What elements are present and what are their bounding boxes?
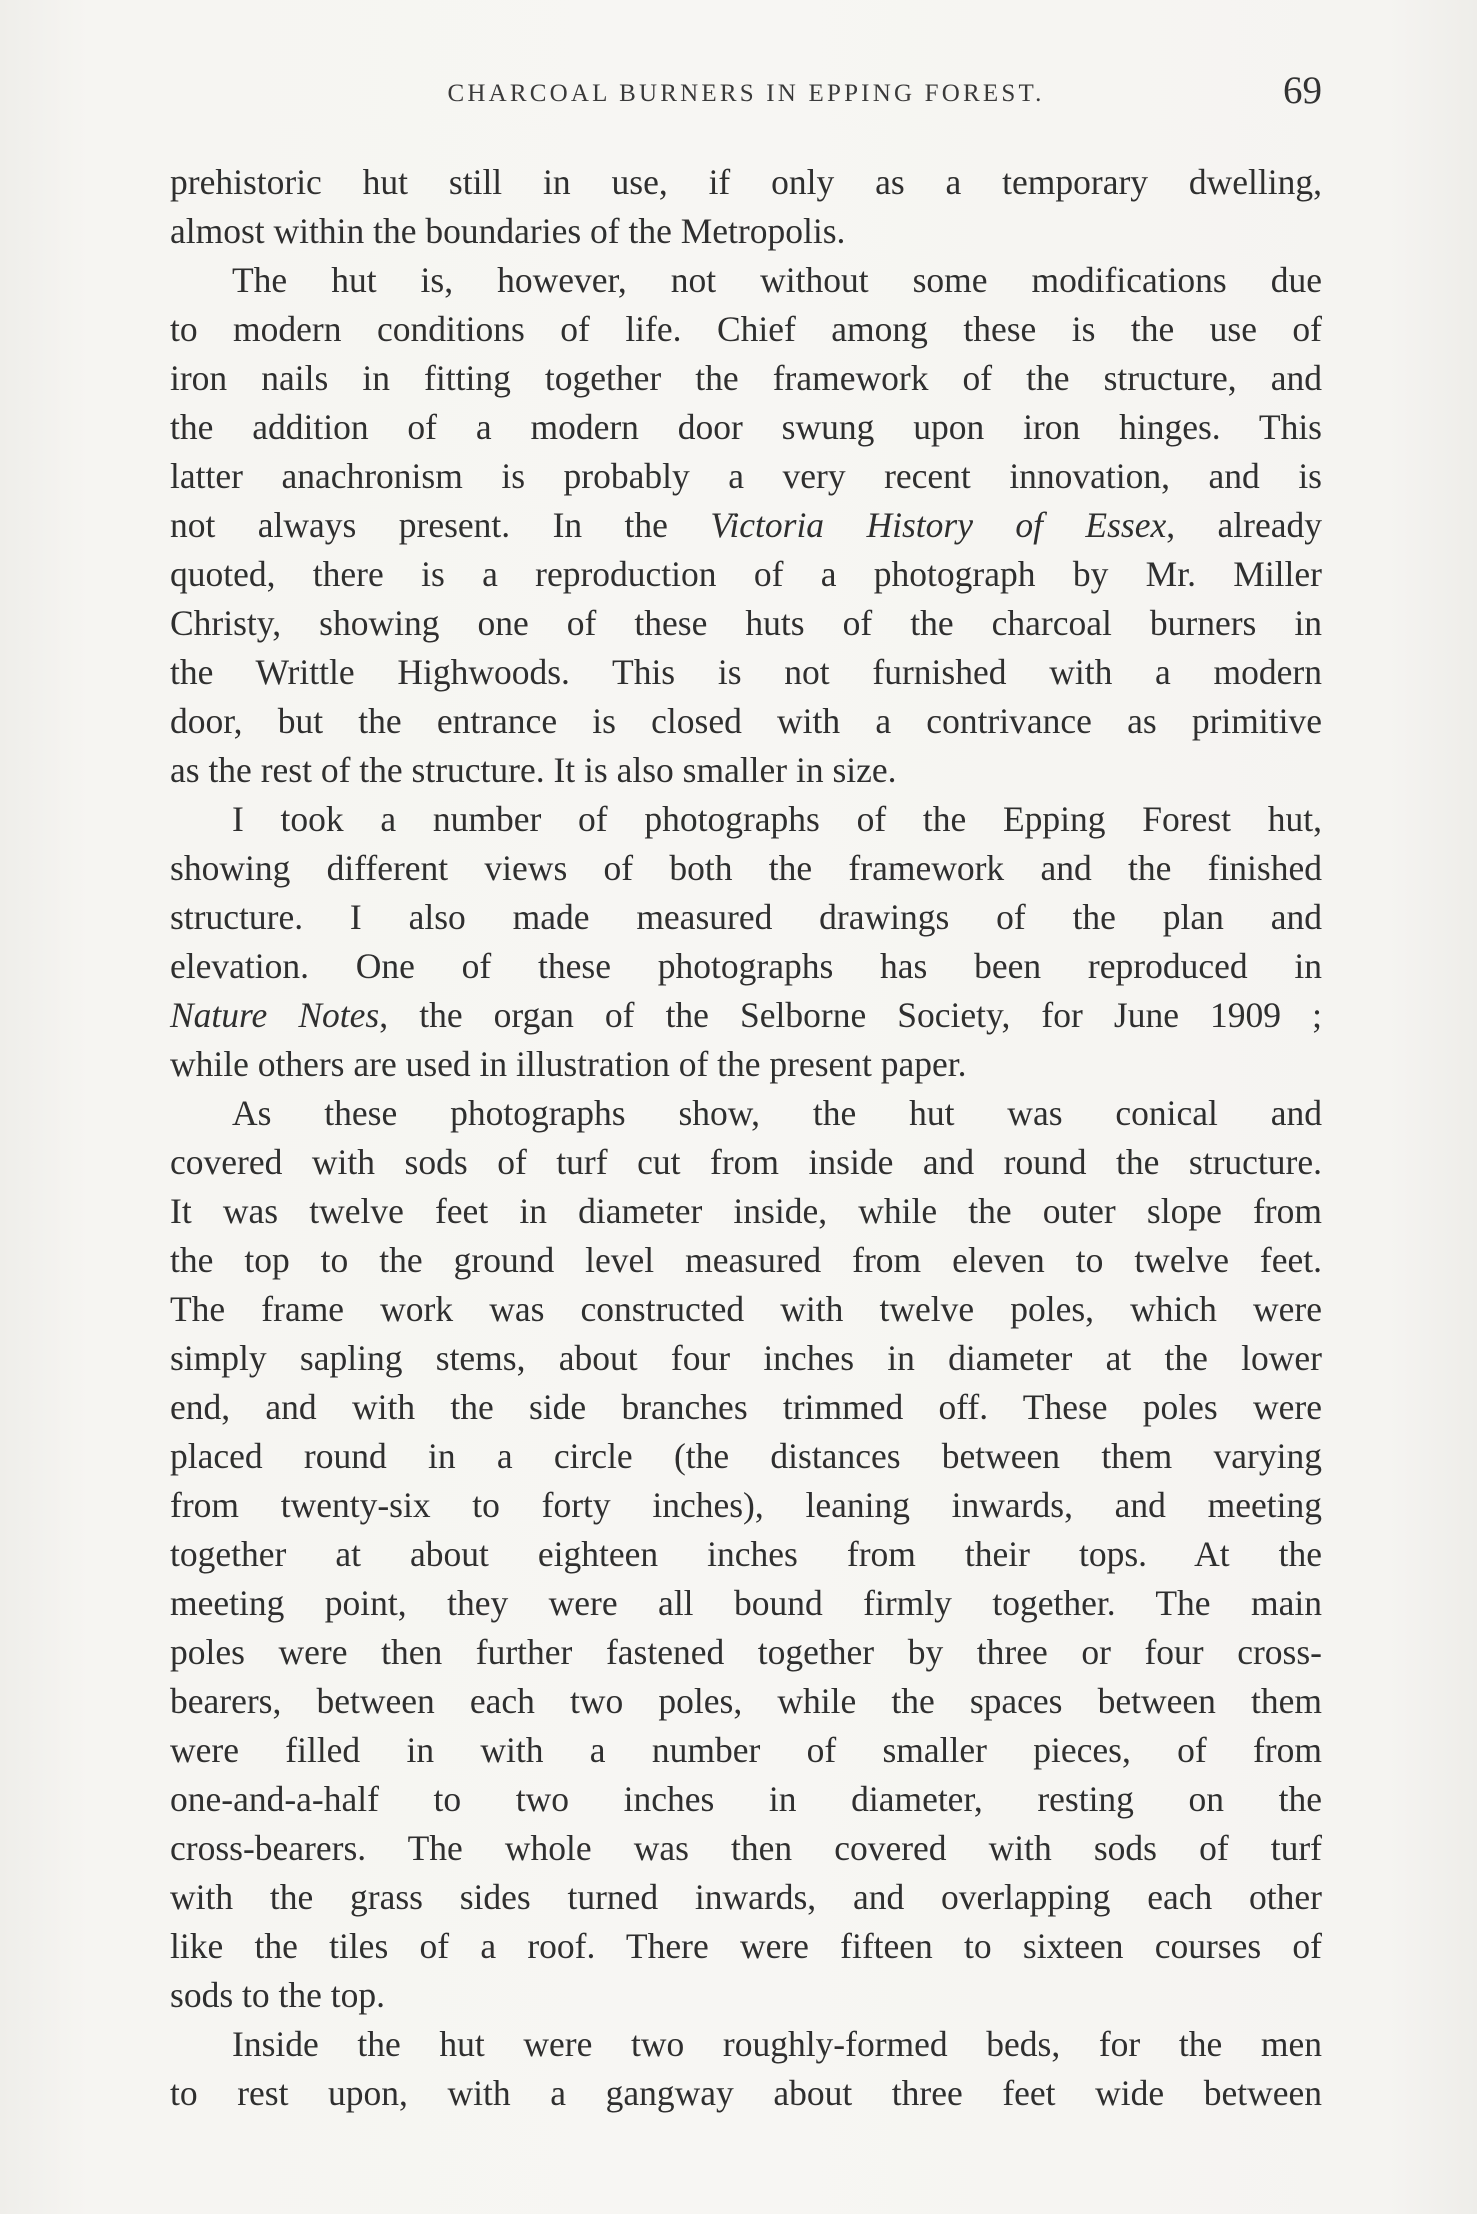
text-line: door, but the entrance is closed with a contrivance as primitive: [170, 701, 1322, 741]
body-text: [170, 158, 1322, 2118]
running-head: CHARCOAL BURNERS IN EPPING FOREST.: [447, 80, 1045, 107]
text-line: cross-bearers. The whole was then covered with sods of turf: [170, 1828, 1322, 1868]
text-line: elevation. One of these photographs has been reproduced in: [170, 946, 1322, 986]
text-line: the top to the ground level measured from eleven to twelve feet.: [170, 1240, 1322, 1280]
text-line: sods to the top.: [170, 1975, 385, 2015]
text-line: The frame work was constructed with twelve poles, which were: [170, 1289, 1322, 1329]
text-line: structure. I also made measured drawings of the plan and: [170, 897, 1322, 937]
page-header: [170, 68, 1322, 124]
italic-title: Victoria History of Essex: [710, 505, 1167, 545]
text-line: from twenty-six to forty inches), leaning inwards, and meeting: [170, 1485, 1322, 1525]
text-line: Christy, showing one of these huts of the charcoal burners in: [170, 603, 1322, 643]
text-fragment: , already: [1166, 505, 1322, 545]
text-line: like the tiles of a roof. There were fifteen to sixteen courses of: [170, 1926, 1322, 1966]
text-line: [170, 501, 1322, 550]
text-fragment: not always present. In the: [170, 505, 711, 545]
text-line: covered with sods of turf cut from inside and round the structure.: [170, 1142, 1322, 1182]
text-line: end, and with the side branches trimmed off. These poles were: [170, 1387, 1322, 1427]
text-line: [170, 991, 1322, 1040]
text-line: prehistoric hut still in use, if only as a temporary dwelling,: [170, 162, 1322, 202]
page-number: 69: [1283, 69, 1322, 112]
text-line: I took a number of photographs of the Epping Forest hut,: [232, 799, 1322, 839]
text-line: showing different views of both the framework and the finished: [170, 848, 1322, 888]
text-line: meeting point, they were all bound firmly together. The main: [170, 1583, 1322, 1623]
text-line: one-and-a-half to two inches in diameter, resting on the: [170, 1779, 1322, 1819]
text-line: while others are used in illustration of the present paper.: [170, 1044, 967, 1084]
text-line: to rest upon, with a gangway about three feet wide between: [170, 2073, 1322, 2113]
text-line: as the rest of the structure. It is also smaller in size.: [170, 750, 897, 790]
text-fragment: , the organ of the Selborne Society, for June 1909 ;: [379, 995, 1322, 1035]
text-line: with the grass sides turned inwards, and overlapping each other: [170, 1877, 1322, 1917]
text-line: bearers, between each two poles, while the spaces between them: [170, 1681, 1322, 1721]
text-line: quoted, there is a reproduction of a photograph by Mr. Miller: [170, 554, 1322, 594]
text-line: As these photographs show, the hut was conical and: [232, 1093, 1322, 1133]
text-line: placed round in a circle (the distances between them varying: [170, 1436, 1322, 1476]
text-line: were filled in with a number of smaller pieces, of from: [170, 1730, 1322, 1770]
text-line: the Writtle Highwoods. This is not furnished with a modern: [170, 652, 1322, 692]
text-line: the addition of a modern door swung upon iron hinges. This: [170, 407, 1322, 447]
text-line: iron nails in fitting together the framework of the structure, and: [170, 358, 1322, 398]
text-line: Inside the hut were two roughly-formed beds, for the men: [232, 2024, 1322, 2064]
text-line: almost within the boundaries of the Metropolis.: [170, 211, 846, 251]
italic-title: Nature Notes: [170, 995, 380, 1035]
text-line: to modern conditions of life. Chief among these is the use of: [170, 309, 1322, 349]
text-line: It was twelve feet in diameter inside, while the outer slope from: [170, 1191, 1322, 1231]
text-line: simply sapling stems, about four inches in diameter at the lower: [170, 1338, 1322, 1378]
text-line: The hut is, however, not without some modifications due: [232, 260, 1322, 300]
text-line: latter anachronism is probably a very recent innovation, and is: [170, 456, 1322, 496]
text-line: poles were then further fastened together by three or four cross-: [170, 1632, 1322, 1672]
text-line: together at about eighteen inches from their tops. At the: [170, 1534, 1322, 1574]
